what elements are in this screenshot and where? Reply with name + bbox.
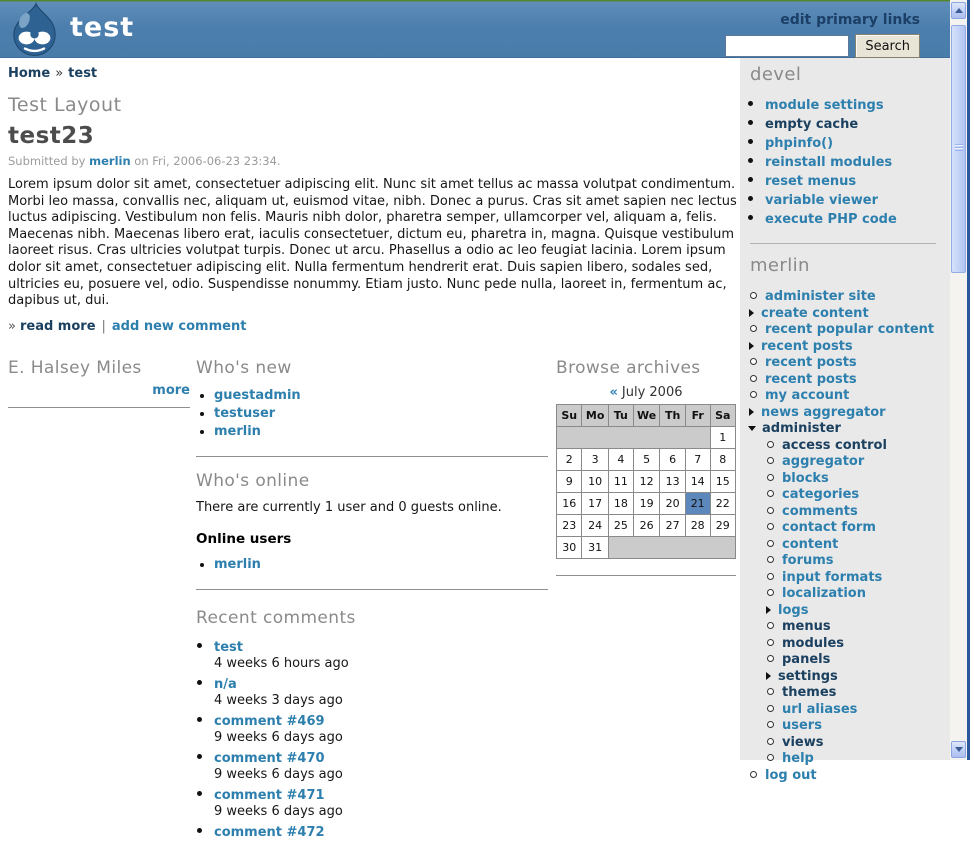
center-column [196, 358, 548, 843]
comment-time: 4 weeks 6 hours ago [214, 655, 349, 671]
menu-link[interactable]: panels [782, 652, 831, 667]
comment-link[interactable]: • test [214, 639, 243, 655]
node-title: test23 [8, 123, 95, 149]
menu-link[interactable]: log out [765, 767, 817, 783]
leaf-bullet-icon [767, 738, 774, 745]
menu-item [767, 747, 944, 764]
site-name[interactable]: test [70, 12, 135, 43]
calendar-caption [556, 385, 736, 400]
menu-item [750, 764, 944, 781]
leaf-bullet-icon [767, 754, 774, 761]
calendar-day-cell[interactable]: 17 [582, 492, 608, 514]
leaf-bullet-icon [767, 721, 774, 728]
merlin-menu [750, 285, 944, 783]
whos-online-status: There are currently 1 user and 0 guests online. [196, 499, 502, 515]
devel-item [765, 114, 944, 133]
menu-item [767, 434, 944, 451]
calendar-day-cell[interactable]: 13 [660, 470, 685, 492]
menu-item [767, 731, 944, 748]
whos-online-title: Who's online [196, 470, 310, 491]
leaf-bullet-icon [767, 655, 774, 662]
menu-link[interactable]: comments [782, 503, 858, 519]
calendar-day-header: Su [557, 404, 582, 426]
read-more-link[interactable]: read more [19, 318, 96, 334]
calendar-day-header: Tu [608, 404, 633, 426]
calendar-day-cell[interactable]: 18 [608, 492, 633, 514]
devel-link[interactable]: reinstall modules [765, 155, 893, 170]
leaf-bullet-icon [767, 705, 774, 712]
collapsed-arrow-icon[interactable] [749, 342, 754, 350]
calendar-week-row [557, 426, 736, 448]
author-block [8, 358, 190, 843]
devel-item [765, 133, 944, 152]
author-link[interactable]: merlin [89, 154, 131, 168]
scrollbar-thumb[interactable] [951, 25, 966, 273]
right-sidebar [740, 58, 950, 783]
calendar-week-row [557, 536, 736, 558]
menu-item [750, 384, 944, 401]
devel-item [765, 152, 944, 171]
leaf-bullet-icon [767, 474, 774, 481]
comment-item [214, 784, 548, 819]
leaf-bullet-icon [767, 639, 774, 646]
menu-item [767, 632, 944, 649]
main-content [0, 58, 740, 840]
add-new-comment-link[interactable]: add new comment [111, 318, 247, 334]
scrollbar-grip-icon [955, 144, 963, 151]
scroll-down-button[interactable] [951, 741, 966, 758]
calendar-day-header: We [633, 404, 660, 426]
devel-link[interactable]: empty cache [765, 117, 859, 132]
menu-link[interactable]: modules [782, 635, 845, 651]
submitted-suffix: on Fri, 2006-06-23 23:34. [130, 154, 281, 168]
calendar-day-cell[interactable]: 19 [633, 492, 660, 514]
menu-link[interactable]: access control [782, 437, 887, 453]
menu-link[interactable]: categories [782, 487, 860, 502]
drupal-logo-icon[interactable] [8, 3, 61, 56]
menu-link[interactable]: create content [761, 305, 869, 321]
calendar-day-cell[interactable]: 11 [608, 470, 633, 492]
calendar-header-row [557, 404, 736, 426]
leaf-bullet-icon [750, 325, 757, 332]
leaf-bullet-icon [767, 490, 774, 497]
node-body: Lorem ipsum dolor sit amet, consectetuer adipiscing elit. Nunc sit amet tellus ac massa volutpat condimentum. Morbi leo massa, convallis nec, aliquam ut, euismod vitae, nibh. Donec a purus. Cras sit amet sapien nec lectus luctus adipiscing. Vestibulum non felis. Mauris nibh dolor, pharetra semper, ullamcorper vel, aliquam a, felis. Maecenas nibh. Maecenas libero erat, iaculis consectetuer, dictum eu, pharetra in, magna. Quisque vestibulum laoreet risus. Cras ultricies volutpat turpis. Donec ut arcu. Phasellus a odio ac leo feugiat lacinia. Lorem ipsum dolor sit amet, consectetuer adipiscing elit. Nulla fermentum hendrerit erat. Duis sapien libero, sodales sed, ultricies eu, posuere vel, odio. Suspendisse nonummy. Etiam justo. Nunc pede nulla, laoreet in, fermentum ac, dapibus ut, dui. [8, 177, 737, 309]
comment-link[interactable]: • comment #471 [214, 787, 325, 803]
calendar-week-row [557, 492, 736, 514]
menu-link[interactable]: menus [782, 619, 831, 634]
page-title: Test Layout [8, 94, 122, 116]
calendar-day-cell[interactable]: 1 [710, 426, 735, 448]
author-block-title: E. Halsey Miles [8, 357, 142, 378]
devel-link[interactable]: execute PHP code [765, 212, 897, 227]
devel-item [765, 209, 944, 228]
collapsed-arrow-icon[interactable] [749, 309, 754, 317]
calendar-day-cell[interactable]: 10 [582, 470, 608, 492]
calendar-day-cell[interactable]: 15 [710, 470, 735, 492]
leaf-bullet-icon [767, 556, 774, 563]
menu-item [767, 698, 944, 715]
whos-new-list [196, 387, 548, 441]
calendar-day-cell[interactable]: 31 [582, 536, 608, 558]
archive-calendar [556, 404, 736, 559]
leaf-bullet-icon [767, 523, 774, 530]
calendar-day-header: Sa [710, 404, 735, 426]
prev-month-link[interactable]: « [609, 384, 618, 400]
calendar-month-label: July 2006 [621, 384, 683, 400]
calendar-day-cell[interactable]: 12 [633, 470, 660, 492]
leaf-bullet-icon [767, 457, 774, 464]
menu-link[interactable]: users [782, 718, 822, 733]
breadcrumb-separator: » [55, 66, 64, 81]
calendar-day-cell[interactable]: 30 [557, 536, 582, 558]
menu-link[interactable]: aggregator [782, 454, 865, 469]
leaf-bullet-icon [767, 589, 774, 596]
leaf-bullet-icon [750, 771, 757, 778]
site-header [0, 0, 950, 58]
comment-item [214, 710, 548, 745]
menu-link[interactable]: contact form [782, 520, 876, 535]
comment-link[interactable]: • comment #470 [214, 750, 325, 766]
block-divider [8, 407, 190, 408]
menu-item [767, 615, 944, 632]
comment-link[interactable]: • comment #472 [214, 824, 325, 840]
menu-link[interactable]: administer site [765, 289, 876, 304]
menu-item [767, 648, 944, 665]
comment-item [214, 821, 548, 841]
calendar-day-cell[interactable]: 21 [685, 492, 710, 514]
archive-title: Browse archives [556, 357, 701, 378]
calendar-day-cell[interactable]: 20 [660, 492, 685, 514]
more-link[interactable]: more [152, 382, 190, 398]
calendar-day-cell[interactable]: 7 [685, 448, 710, 470]
leaf-bullet-icon [767, 622, 774, 629]
user-link[interactable]: guestadmin [214, 387, 301, 403]
edit-primary-links-link[interactable]: edit primary links [780, 12, 920, 28]
recent-comments-title: Recent comments [196, 607, 356, 628]
list-item [214, 387, 548, 405]
list-item [214, 405, 548, 423]
menu-link[interactable]: recent posts [761, 338, 853, 354]
menu-link[interactable]: logs [778, 602, 809, 618]
calendar-day-header: Mo [582, 404, 608, 426]
search-button[interactable]: Search [855, 34, 920, 58]
list-item [214, 556, 548, 574]
devel-link[interactable]: module settings [765, 98, 884, 113]
calendar-blank-cell [557, 426, 711, 448]
comment-time: 4 weeks 3 days ago [214, 692, 343, 708]
menu-link[interactable]: my account [765, 388, 850, 403]
leaf-bullet-icon [767, 441, 774, 448]
calendar-day-cell[interactable]: 8 [710, 448, 735, 470]
online-users-subtitle: Online users [196, 530, 292, 547]
user-link[interactable]: merlin [214, 556, 261, 572]
calendar-blank-cell [608, 536, 735, 558]
devel-link[interactable]: phpinfo() [765, 136, 834, 151]
search-input[interactable] [725, 35, 849, 57]
breadcrumb-current-link[interactable]: test [68, 66, 98, 81]
read-more-marker: » [8, 318, 16, 334]
calendar-day-cell[interactable]: 14 [685, 470, 710, 492]
block-divider [556, 575, 736, 576]
node-links [8, 319, 734, 334]
sidebar-divider [750, 243, 936, 244]
menu-link[interactable]: blocks [782, 470, 829, 486]
calendar-day-header: Fr [685, 404, 710, 426]
menu-link[interactable]: news aggregator [761, 404, 886, 420]
calendar-day-header: Th [660, 404, 685, 426]
menu-link[interactable]: themes [782, 685, 837, 700]
node-submitted [8, 154, 734, 168]
calendar-day-cell[interactable]: 22 [710, 492, 735, 514]
calendar-week-row [557, 514, 736, 536]
devel-item [765, 190, 944, 209]
leaf-bullet-icon [767, 688, 774, 695]
chevron-down-icon [955, 747, 963, 752]
calendar-week-row [557, 470, 736, 492]
comment-item [214, 636, 548, 671]
links-divider: | [101, 318, 106, 334]
menu-item [767, 681, 944, 698]
user-link[interactable]: merlin [214, 423, 261, 439]
scroll-up-button[interactable] [951, 2, 966, 19]
leaf-bullet-icon [767, 507, 774, 514]
menu-item [750, 401, 944, 418]
menu-link[interactable]: input formats [782, 569, 883, 585]
calendar-day-cell[interactable]: 27 [660, 514, 685, 536]
menu-link[interactable]: recent posts [765, 355, 857, 370]
calendar-day-cell[interactable]: 29 [710, 514, 735, 536]
calendar-day-cell[interactable]: 9 [557, 470, 582, 492]
calendar-day-cell[interactable]: 23 [557, 514, 582, 536]
leaf-bullet-icon [750, 375, 757, 382]
devel-list [750, 95, 944, 228]
comment-item [214, 747, 548, 782]
comment-time: 9 weeks 6 days ago [214, 803, 343, 819]
leaf-bullet-icon [767, 573, 774, 580]
devel-block-title: devel [750, 64, 802, 85]
menu-item [767, 549, 944, 566]
whos-new-title: Who's new [196, 357, 292, 378]
breadcrumb [8, 66, 734, 81]
collapsed-arrow-icon[interactable] [766, 672, 771, 680]
devel-link[interactable]: variable viewer [765, 193, 878, 208]
leaf-bullet-icon [750, 292, 757, 299]
menu-item [767, 450, 944, 467]
calendar-day-cell[interactable]: 4 [608, 448, 633, 470]
leaf-bullet-icon [767, 540, 774, 547]
archive-block [556, 358, 736, 843]
leaf-bullet-icon [750, 391, 757, 398]
menu-item [767, 566, 944, 583]
menu-item [767, 483, 944, 500]
online-users-list [196, 556, 548, 574]
menu-item [767, 500, 944, 517]
vertical-scrollbar[interactable] [950, 0, 967, 760]
menu-item [750, 302, 944, 319]
calendar-day-cell[interactable]: 2 [557, 448, 582, 470]
menu-link[interactable]: localization [782, 586, 866, 601]
leaf-bullet-icon [750, 358, 757, 365]
expanded-arrow-icon[interactable] [748, 426, 756, 431]
calendar-day-cell[interactable]: 28 [685, 514, 710, 536]
menu-link[interactable]: administer [762, 421, 841, 436]
breadcrumb-home-link[interactable]: Home [8, 66, 51, 81]
comment-link[interactable]: • comment #469 [214, 713, 325, 729]
calendar-day-cell[interactable]: 24 [582, 514, 608, 536]
comment-time: 9 weeks 6 days ago [214, 729, 343, 745]
menu-link[interactable]: help [782, 751, 814, 766]
panel-layout [8, 358, 734, 843]
devel-item [765, 171, 944, 190]
menu-item [750, 351, 944, 368]
menu-item [767, 582, 944, 599]
collapsed-arrow-icon[interactable] [766, 606, 771, 614]
list-item [214, 423, 548, 441]
comment-item [214, 673, 548, 708]
comment-time: 9 weeks 6 days ago [214, 766, 343, 782]
menu-link[interactable]: recent popular content [765, 322, 935, 337]
calendar-day-cell[interactable]: 26 [633, 514, 660, 536]
menu-link[interactable]: url aliases [782, 701, 858, 717]
menu-item [767, 665, 944, 682]
menu-link[interactable]: settings [778, 668, 838, 684]
calendar-day-cell[interactable]: 6 [660, 448, 685, 470]
menu-item [767, 516, 944, 533]
user-link[interactable]: testuser [214, 405, 276, 421]
menu-link[interactable]: content [782, 536, 839, 552]
comment-link[interactable]: • n/a [214, 676, 237, 692]
submitted-prefix: Submitted by [8, 154, 90, 168]
menu-item [750, 285, 944, 302]
menu-link[interactable]: forums [782, 553, 834, 568]
calendar-week-row [557, 448, 736, 470]
devel-link[interactable]: reset menus [765, 174, 857, 189]
calendar-day-cell[interactable]: 3 [582, 448, 608, 470]
chevron-up-icon [955, 8, 963, 13]
collapsed-arrow-icon[interactable] [749, 408, 754, 416]
devel-item [765, 95, 944, 114]
calendar-day-cell[interactable]: 16 [557, 492, 582, 514]
calendar-body [557, 426, 736, 558]
menu-item [750, 368, 944, 385]
menu-item [750, 318, 944, 335]
recent-comments-list [196, 636, 548, 841]
menu-link[interactable]: views [782, 734, 824, 750]
calendar-day-cell[interactable]: 25 [608, 514, 633, 536]
merlin-block-title: merlin [750, 255, 810, 276]
menu-link[interactable]: recent posts [765, 371, 857, 387]
calendar-day-cell[interactable]: 5 [633, 448, 660, 470]
